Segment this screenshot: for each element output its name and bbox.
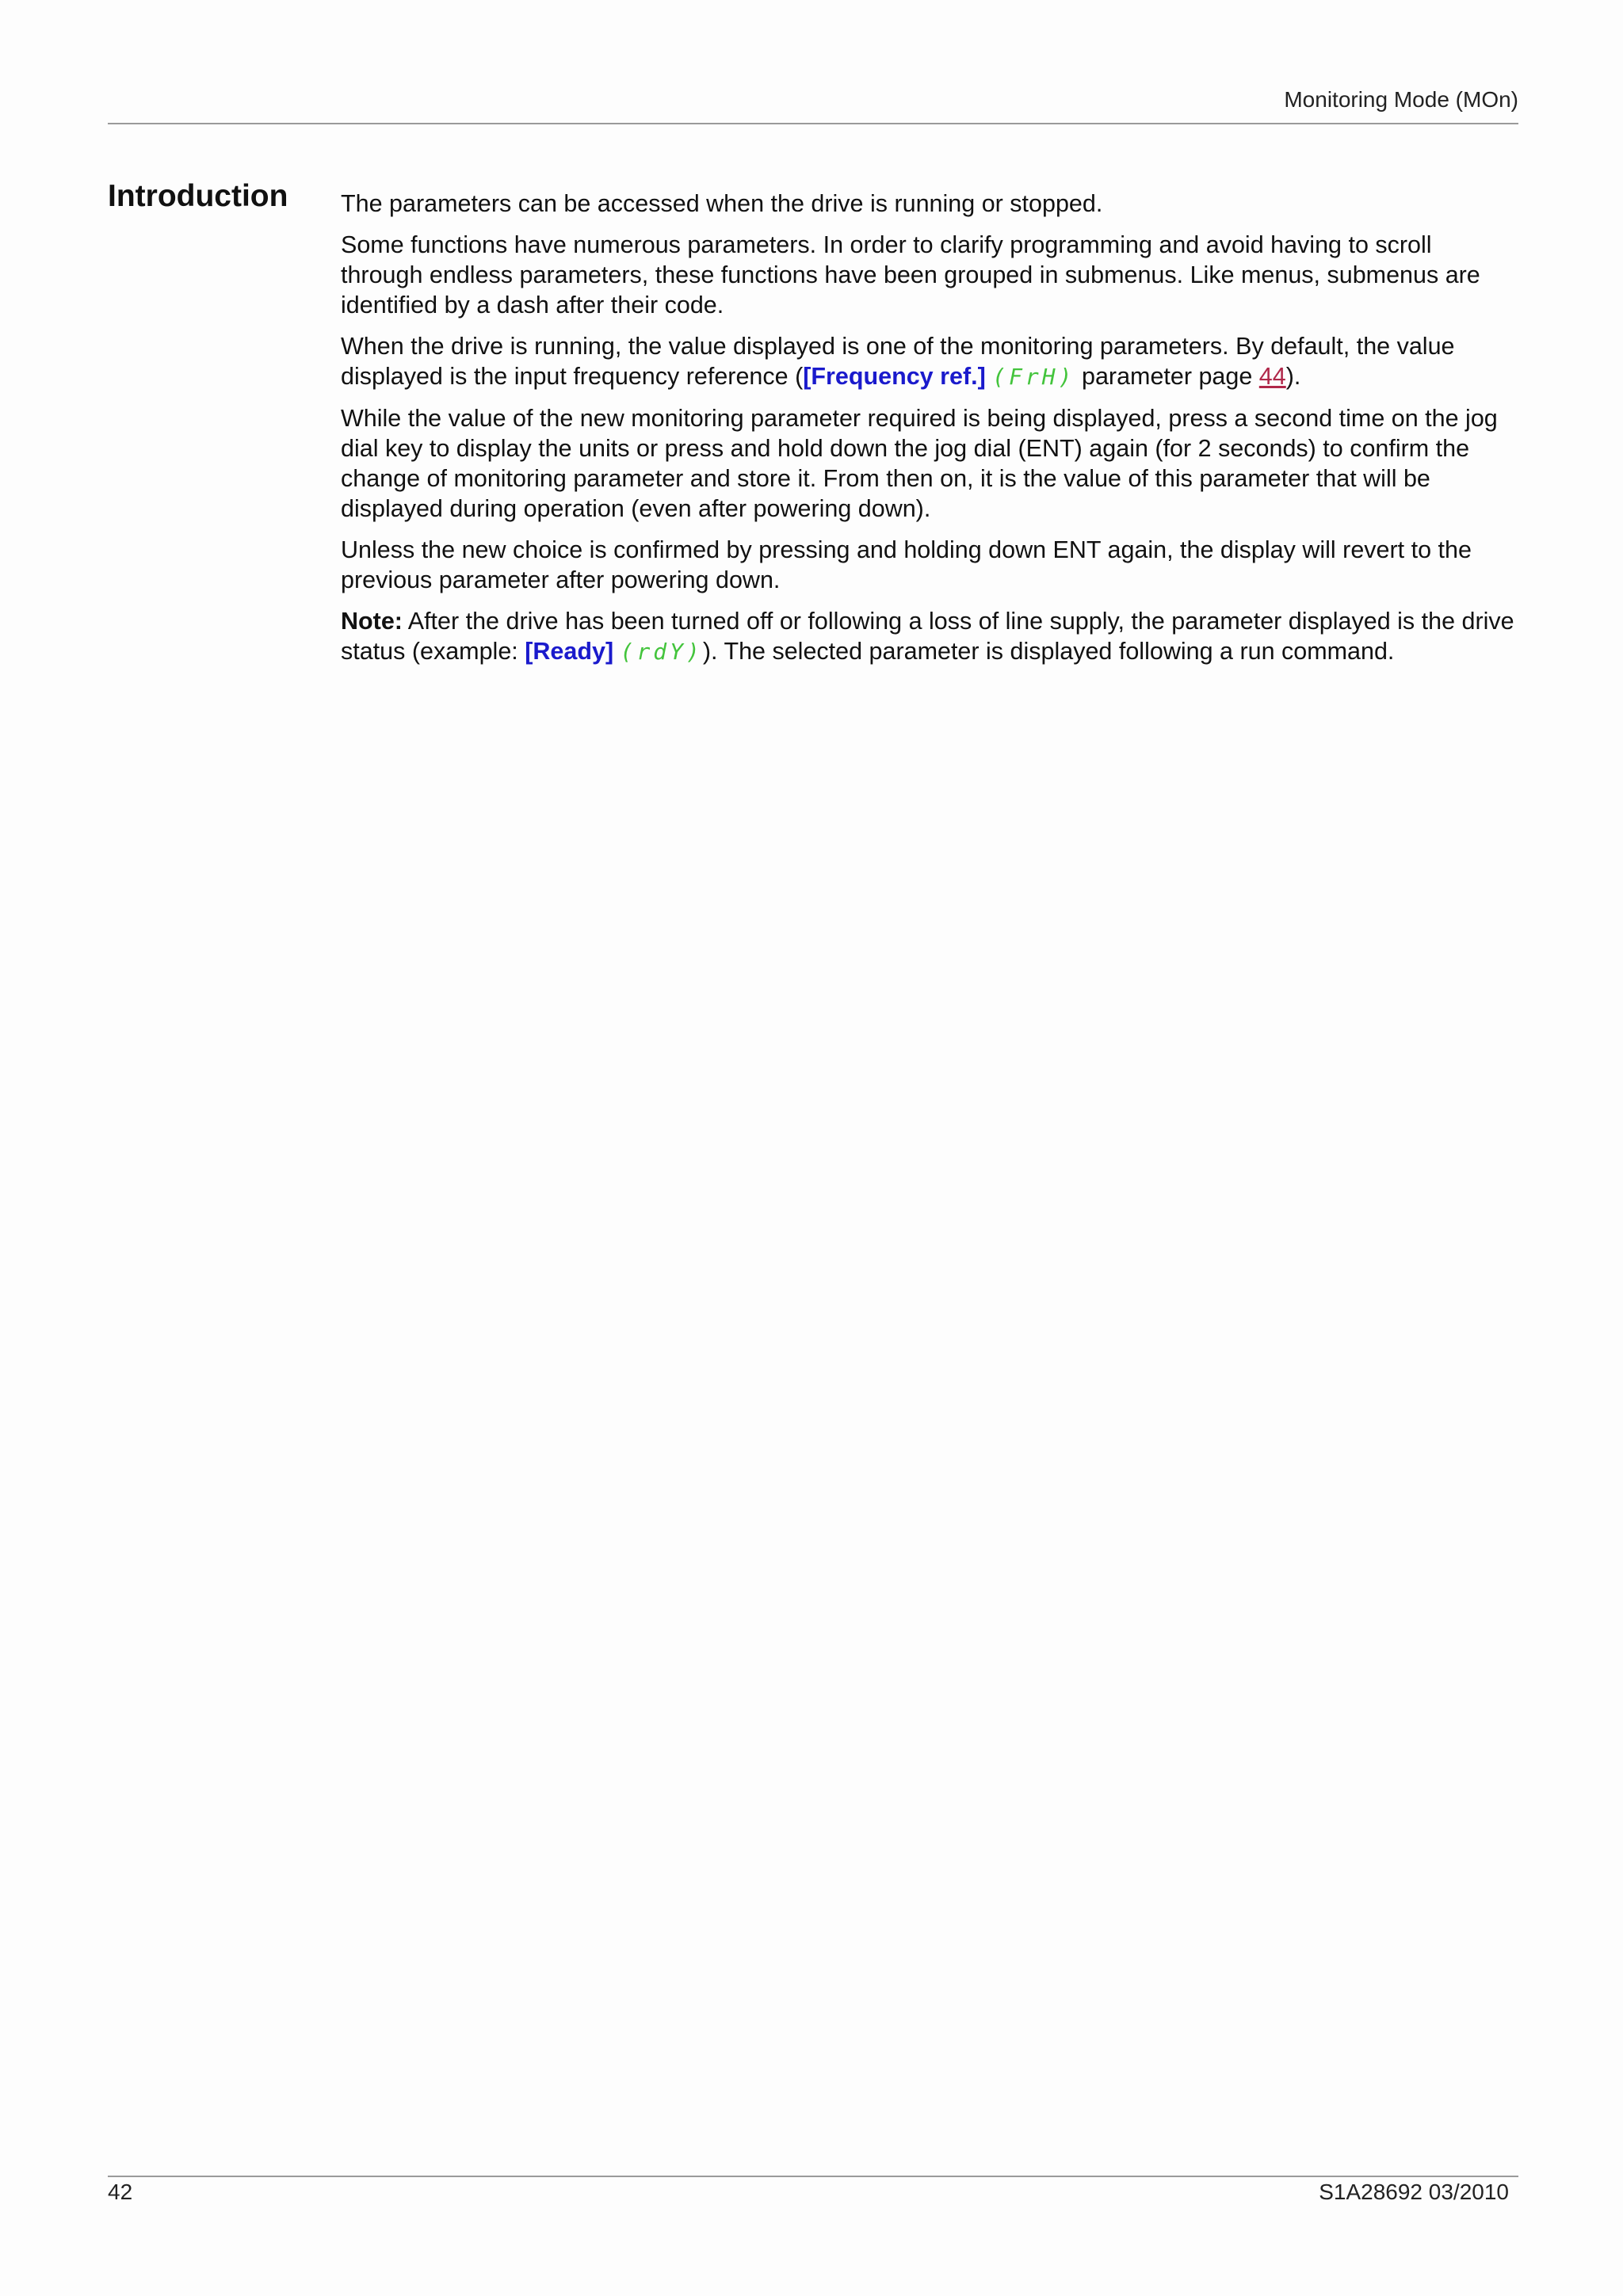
- param-code-rdy: (rdY): [620, 639, 703, 665]
- section-heading: Introduction: [108, 179, 288, 214]
- paragraph-submenus: Some functions have numerous parameters. In order to clarify programming and avoid having to scroll through endless parameters, these functions have been grouped in submenus. Like menus, submenus are identified by a dash after their code.: [341, 231, 1480, 318]
- page-number: 42: [108, 2180, 133, 2204]
- running-header: Monitoring Mode (MOn): [1284, 87, 1518, 112]
- paragraph-text: ). The selected parameter is displayed following a run command.: [702, 638, 1395, 665]
- paragraph-jog-dial: While the value of the new monitoring parameter required is being displayed, press a second time on the jog dial key to display the units or press and hold down the jog dial (ENT) again (for 2 seconds) to confirm the change of monitoring parameter and store it. From then on, it is the value of this parameter that will be displayed during operation (even after powering down).: [341, 405, 1498, 522]
- paragraph-access: The parameters can be accessed when the drive is running or stopped.: [341, 190, 1103, 217]
- param-code-frh: (FrH): [992, 364, 1075, 390]
- param-name-ready: [Ready]: [525, 638, 614, 665]
- footer-divider: [108, 2176, 1518, 2177]
- section-body: [341, 189, 1518, 678]
- paragraph-text: ).: [1285, 363, 1301, 390]
- page-link-44[interactable]: 44: [1258, 363, 1286, 390]
- paragraph-default-display: [341, 331, 1518, 392]
- paragraph-text: After the drive has been turned off or following a loss of line supply, the parameter displayed is the drive status (example:: [341, 608, 1514, 665]
- note-label: Note:: [341, 608, 403, 635]
- paragraph-revert: Unless the new choice is confirmed by pressing and holding down ENT again, the display will revert to the previous parameter after powering down.: [341, 536, 1472, 593]
- header-divider: [108, 123, 1518, 124]
- paragraph-text: parameter page: [1075, 363, 1259, 390]
- paragraph-text: When the drive is running, the value displayed is one of the monitoring parameters. By default, the value displayed is the input frequency reference (: [341, 333, 1455, 390]
- document-id: S1A28692 03/2010: [1319, 2180, 1509, 2204]
- note-paragraph: [341, 606, 1518, 667]
- param-name-frequency-ref: [Frequency ref.]: [803, 363, 986, 390]
